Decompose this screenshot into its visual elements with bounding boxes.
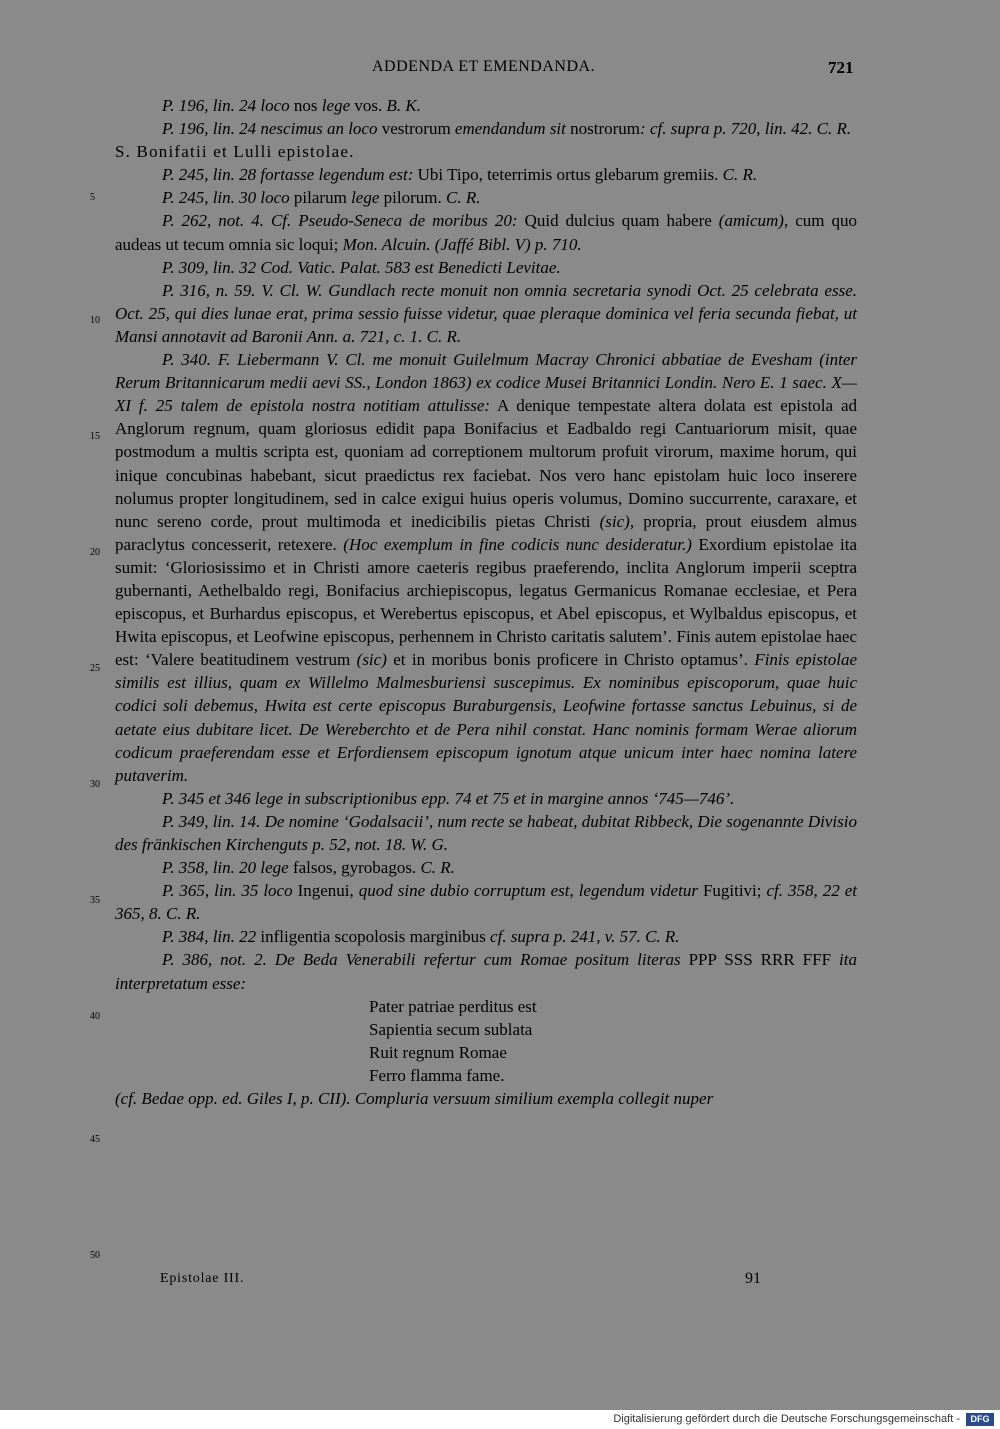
digitization-banner	[0, 1410, 1000, 1429]
paragraph: P. 316, n. 59. V. Cl. W. Gundlach recte monuit non omnia secretaria synodi Oct. 25 celebrata esse. Oct. 25, qui dies lunae erat, prima sessio fuisse videtur, quae pleraque dominica vel feria secunda fiebat, ut Mansi annotavit ad Baronii Ann. a. 721, c. 1. C. R.	[115, 280, 857, 346]
paragraph: P. 262, not. 4. Cf. Pseudo-Seneca de moribus 20: Quid dulcius quam habere (amicum), cum quo audeas ut tecum omnia sic loqui; Mon. Alcuin. (Jaffé Bibl. V) p. 710.	[115, 211, 857, 254]
paragraph: P. 365, lin. 35 loco Ingenui, quod sine dubio corruptum est, legendum videtur Fugitivi; cf. 358, 22 et 365, 8. C. R.	[115, 881, 857, 924]
poem	[369, 995, 857, 1087]
paragraph: P. 384, lin. 22 infligentia scopolosis marginibus cf. supra p. 241, v. 57. C. R.	[162, 927, 680, 947]
poem-line: Sapientia secum sublata	[369, 1019, 533, 1039]
line-number: 10	[90, 315, 100, 326]
paragraph: P. 349, lin. 14. De nomine ‘Godalsacii’, num recte se habeat, dubitat Ribbeck, Die sogenannte Divisio des fränkischen Kirchenguts p. 52, not. 18. W. G.	[115, 811, 857, 854]
paragraph: P. 358, lin. 20 lege falsos, gyrobagos. C. R.	[162, 858, 455, 878]
line-number: 20	[90, 547, 100, 558]
paragraph: P. 245, lin. 30 loco pilarum lege pilorum. C. R.	[162, 188, 481, 208]
page-number: 721	[828, 58, 854, 77]
banner-text: Digitalisierung gefördert durch die Deutsche Forschungsgemeinschaft -	[613, 1413, 960, 1425]
line-number: 5	[90, 192, 95, 203]
poem-line: Ferro flamma fame.	[369, 1065, 505, 1085]
paragraph: P. 245, lin. 28 fortasse legendum est: Ubi Tipo, teterrimis ortus glebarum gremiis. C. R.	[162, 165, 758, 185]
line-number: 30	[90, 779, 100, 790]
line-number: 15	[90, 431, 100, 442]
poem-line: Pater patriae perditus est	[369, 996, 537, 1016]
paragraph: P. 309, lin. 32 Cod. Vatic. Palat. 583 est Benedicti Levitae.	[162, 257, 561, 277]
line-number: 45	[90, 1134, 100, 1145]
paragraph: P. 386, not. 2. De Beda Venerabili refertur cum Romae positum literas PPP SSS RRR FFF ita interpretatum esse:	[115, 950, 857, 993]
running-head: ADDENDA ET EMENDANDA.	[372, 58, 596, 75]
line-number: 25	[90, 663, 100, 674]
poem-line: Ruit regnum Romae	[369, 1042, 507, 1062]
footer-title: Epistolae III.	[160, 1271, 245, 1286]
line-number: 35	[90, 895, 100, 906]
line-number: 50	[90, 1250, 100, 1261]
main-text	[115, 94, 857, 1110]
paragraph: (cf. Bedae opp. ed. Giles I, p. CII). Compluria versuum similium exempla collegit nuper	[115, 1089, 714, 1109]
dfg-logo[interactable]: DFG	[966, 1413, 994, 1426]
section-title: S. Bonifatii et Lulli epistolae.	[115, 142, 355, 162]
paragraph: P. 345 et 346 lege in subscriptionibus epp. 74 et 75 et in margine annos ‘745—746’.	[162, 788, 735, 808]
paragraph: P. 196, lin. 24 nescimus an loco vestrorum emendandum sit nostrorum: cf. supra p. 720, lin. 42. C. R.	[162, 119, 852, 139]
signature-mark: 91	[745, 1270, 761, 1287]
paragraph: P. 340. F. Liebermann V. Cl. me monuit Guilelmum Macray Chronici abbatiae de Evesham (inter Rerum Britannicarum medii aevi SS., London 1863) ex codice Musei Britannici Londin. Nero E. 1 saec. X—XI f. 25 talem de epistola nostra notitiam attulisse: A denique tempestate altera dolata est epistola ad Anglorum regnum, quam gloriosus edidit papa Bonifacius et Eadbaldo regi Cantuariorum misit, quae postmodum a multis scripta est, quoniam ad correptionem multorum profuit virorum, maxime horum, qui inique concubinas habebant, sicut praedictus rex faciebat. Nos vero hanc epistolam huic loco inserere nolumus propter longitudinem, sed in calce exigui huius operis volumus, Domino succurrente, caraxare, et nunc sereno corde, prout multimoda et inedicibilis pietas Christi (sic), propria, prout eiusdem almus paraclytus concesserit, retexere. (Hoc exemplum in fine codicis nunc desideratur.) Exordium epistolae ita sumit: ‘Gloriosissimo et in Christi amore caeteris regibus praeferendo, inclita Anglorum imperii sceptra gubernanti, Aethelbaldo regi, Bonifacius archiepiscopus, legatus Germanicus Romanae ecclesiae, et Pera episcopus, et Burhardus episcopus, et Werebertus episcopus, et Abel episcopus, et Wylbaldus episcopus, et Hwita episcopus, et Leofwine episcopus, perhennem in Christo caritatis salutem’. Finis autem epistolae haec est: ‘Valere beatitudinem vestrum (sic) et in moribus bonis proficere in Christo optamus’. Finis epistolae similis est illius, quam ex Willelmo Malmesburiensi suscepimus. Ex nominibus episcoporum, quae huic codici soli debemus, Hwita est certe episcopus Buraburgensis, Leofwine fortasse sanctus Lebuinus, si de aetate eius dubitare licet. De Wereberchto et de Pera nihil constat. Hanc nominis formam Werae aliorum codicum praeferendam esse et Erfordiensem episcopum ignotum atque unicum inter haec nomina latere putaverim.	[115, 350, 858, 785]
paragraph: P. 196, lin. 24 loco nos lege vos. B. K.	[162, 96, 421, 115]
line-number: 40	[90, 1011, 100, 1022]
